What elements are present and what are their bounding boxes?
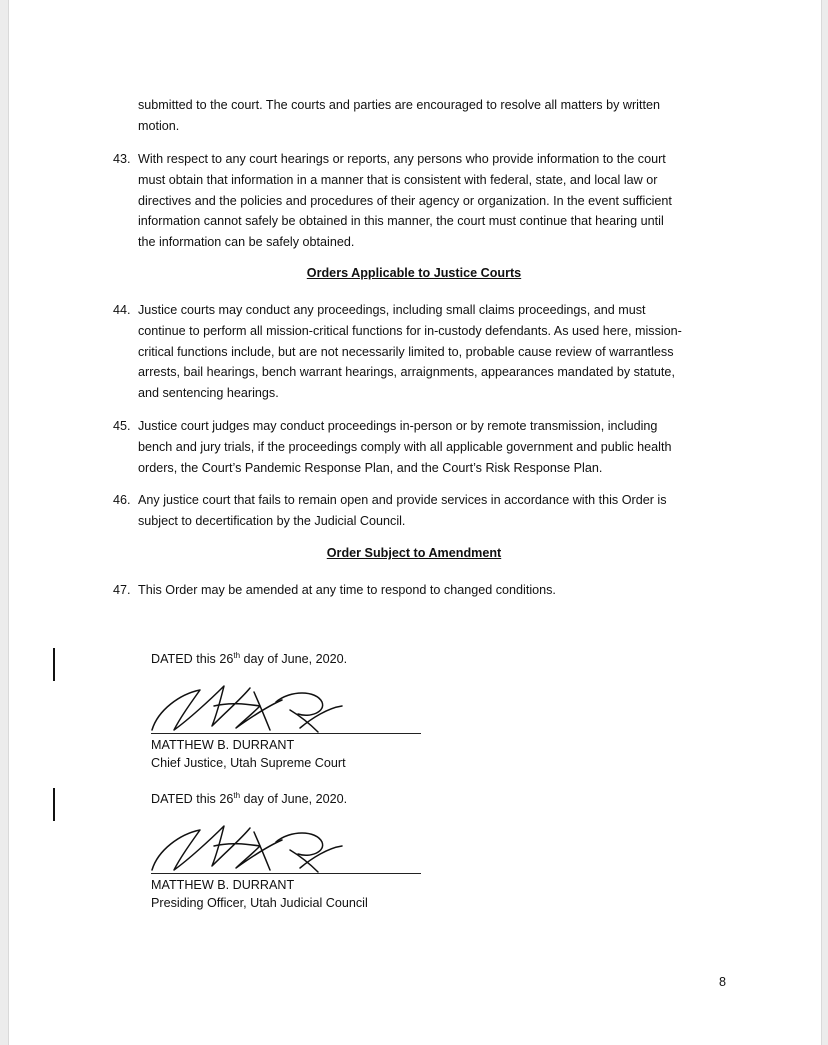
text-line: Justice court judges may conduct proceedings in-person or by remote transmission, including [138, 419, 658, 433]
text-line: Any justice court that fails to remain open and provide services in accordance with this Order is [138, 493, 667, 507]
text-line: bench and jury trials, if the proceedings comply with all applicable government and public health [138, 439, 672, 454]
signature-line [151, 873, 421, 874]
dated-line: DATED this 26th day of June, 2020. [151, 790, 348, 806]
dated-line: DATED this 26th day of June, 2020. [151, 650, 348, 666]
text-line: critical functions include, but are not necessarily limited to, probable cause review of warrantless [138, 344, 674, 359]
text-line: subject to decertification by the Judicial Council. [138, 513, 406, 528]
change-bar [53, 788, 55, 821]
text-line: With respect to any court hearings or reports, any persons who provide information to the court [138, 152, 666, 166]
signer-name: MATTHEW B. DURRANT [151, 738, 295, 752]
text-line: arrests, bail hearings, bench warrant hearings, arraignments, appearances mandated by statute, [138, 365, 675, 380]
text-line: and sentencing hearings. [138, 386, 279, 401]
paragraph-number: 43. [113, 152, 131, 166]
signer-name: MATTHEW B. DURRANT [151, 878, 295, 892]
text-line: Justice courts may conduct any proceedings, including small claims proceedings, and must [138, 303, 646, 317]
text-line: directives and the policies and procedures of their agency or organization. In the event sufficient [138, 193, 672, 208]
signature-image [150, 820, 360, 876]
text-line: orders, the Court’s Pandemic Response Plan, and the Court’s Risk Response Plan. [138, 460, 603, 475]
change-bar [53, 648, 55, 681]
text-line: continue to perform all mission-critical functions for in-custody defendants. As used here, mission- [138, 323, 682, 338]
section-heading-amendment: Order Subject to Amendment [326, 546, 502, 560]
text-line: the information can be safely obtained. [138, 235, 355, 250]
paragraph-number: 44. [113, 303, 131, 317]
paragraph-number: 47. [113, 583, 131, 597]
section-heading-justice-courts: Orders Applicable to Justice Courts [306, 266, 522, 280]
paragraph-number: 45. [113, 419, 131, 433]
paragraph-47 [113, 580, 556, 601]
text-line: motion. [138, 118, 180, 133]
page-number: 8 [719, 975, 727, 989]
continuation-paragraph [138, 95, 660, 137]
text-line: information cannot safely be obtained in this manner, the court must continue that hearing until [138, 214, 664, 229]
signature-image [150, 680, 360, 736]
signer-title: Chief Justice, Utah Supreme Court [151, 756, 346, 770]
text-line: submitted to the court. The courts and parties are encouraged to resolve all matters by written [138, 98, 660, 112]
text-line: must obtain that information in a manner that is consistent with federal, state, and local law or [138, 172, 658, 187]
signer-title: Presiding Officer, Utah Judicial Council [151, 896, 368, 910]
paragraph-43 [113, 149, 672, 253]
signature-line [151, 733, 421, 734]
text-line: This Order may be amended at any time to respond to changed conditions. [138, 583, 556, 597]
paragraph-44 [113, 300, 682, 404]
paragraph-46 [113, 490, 667, 532]
paragraph-number: 46. [113, 493, 131, 507]
paragraph-45 [113, 416, 672, 478]
